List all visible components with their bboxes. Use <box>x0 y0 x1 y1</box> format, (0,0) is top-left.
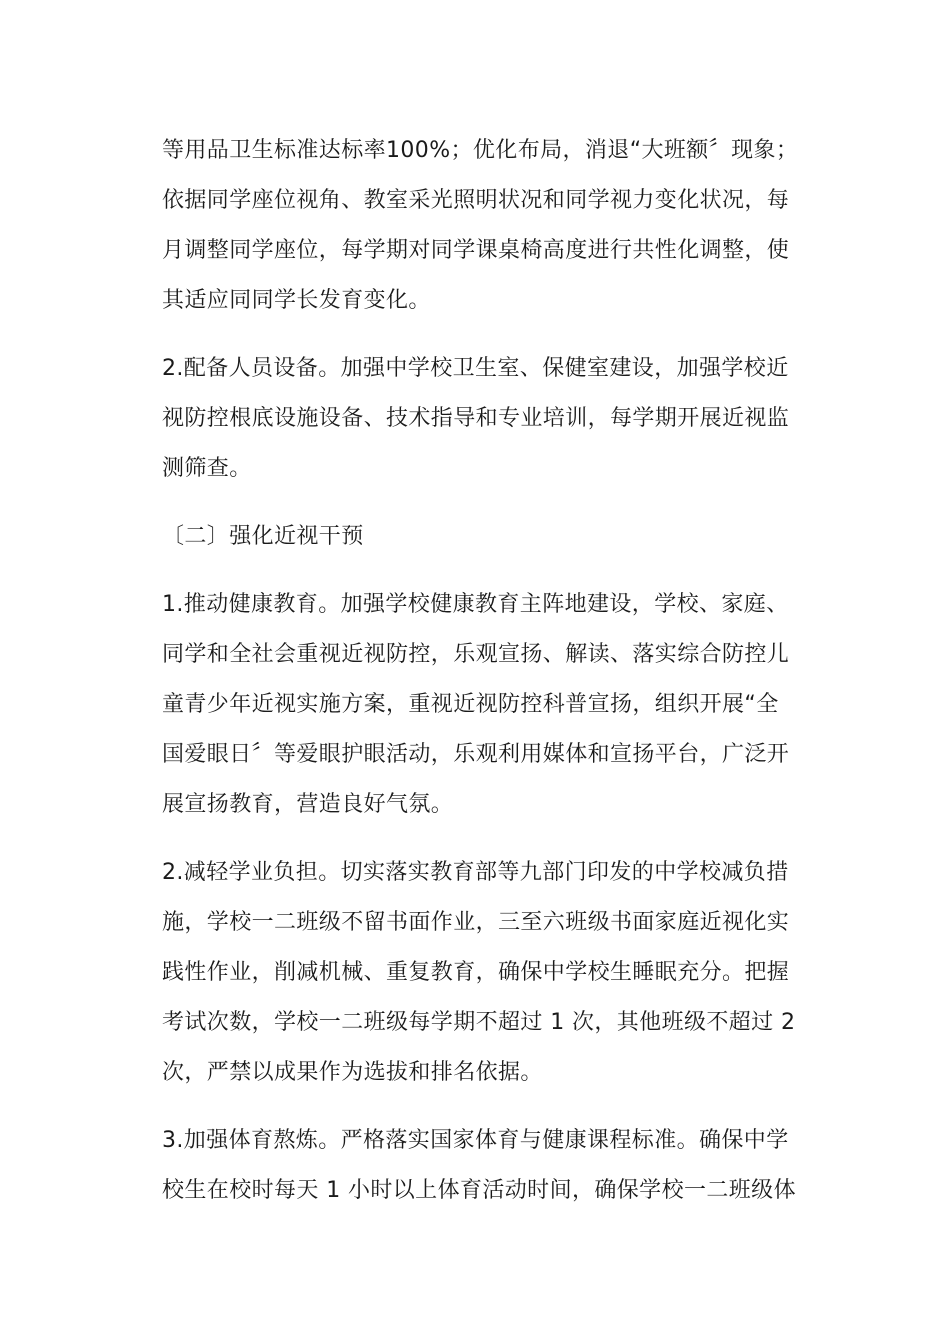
paragraph-2-line-2: 视防控根底设施设备、技术指导和专业培训，每学期开展近视监 <box>162 406 790 431</box>
paragraph-5-line-1: 2.减轻学业负担。切实落实教育部等九部门印发的中学校减负措 <box>162 860 789 885</box>
paragraph-6-line-1: 3.加强体育熬炼。严格落实国家体育与健康课程标准。确保中学 <box>162 1128 789 1153</box>
paragraph-5-line-3: 践性作业，削减机械、重复教育，确保中学校生睡眠充分。把握 <box>162 960 790 985</box>
paragraph-1-line-4: 其适应同同学长发育变化。 <box>162 288 431 313</box>
paragraph-4-line-5: 展宣扬教育，营造良好气氛。 <box>162 792 454 817</box>
paragraph-4-line-1: 1.推动健康教育。加强学校健康教育主阵地建设，学校、家庭、 <box>162 592 789 617</box>
paragraph-4-line-3: 童青少年近视实施方案，重视近视防控科普宣扬，组织开展“全 <box>162 692 779 717</box>
paragraph-4-line-2: 同学和全社会重视近视防控，乐观宣扬、解读、落实综合防控儿 <box>162 642 790 667</box>
paragraph-2-line-3: 测筛查。 <box>162 456 252 481</box>
paragraph-1-line-3: 月调整同学座位，每学期对同学课桌椅高度进行共性化调整，使 <box>162 238 790 263</box>
section-heading: 〔二〕强化近视干预 <box>162 524 364 549</box>
paragraph-5-line-4: 考试次数，学校一二班级每学期不超过 1 次，其他班级不超过 2 <box>162 1010 796 1035</box>
paragraph-5-line-5: 次，严禁以成果作为选拔和排名依据。 <box>162 1060 543 1085</box>
paragraph-6-line-2: 校生在校时每天 1 小时以上体育活动时间，确保学校一二班级体 <box>162 1178 796 1203</box>
paragraph-1-line-1: 等用品卫生标准达标率100%；优化布局，消退“大班额〞现象； <box>162 138 799 163</box>
paragraph-4-line-4: 国爱眼日〞等爱眼护眼活动，乐观利用媒体和宣扬平台，广泛开 <box>162 742 790 767</box>
paragraph-2-line-1: 2.配备人员设备。加强中学校卫生室、保健室建设，加强学校近 <box>162 356 789 381</box>
paragraph-5-line-2: 施，学校一二班级不留书面作业，三至六班级书面家庭近视化实 <box>162 910 790 935</box>
paragraph-1-line-2: 依据同学座位视角、教室采光照明状况和同学视力变化状况，每 <box>162 188 790 213</box>
